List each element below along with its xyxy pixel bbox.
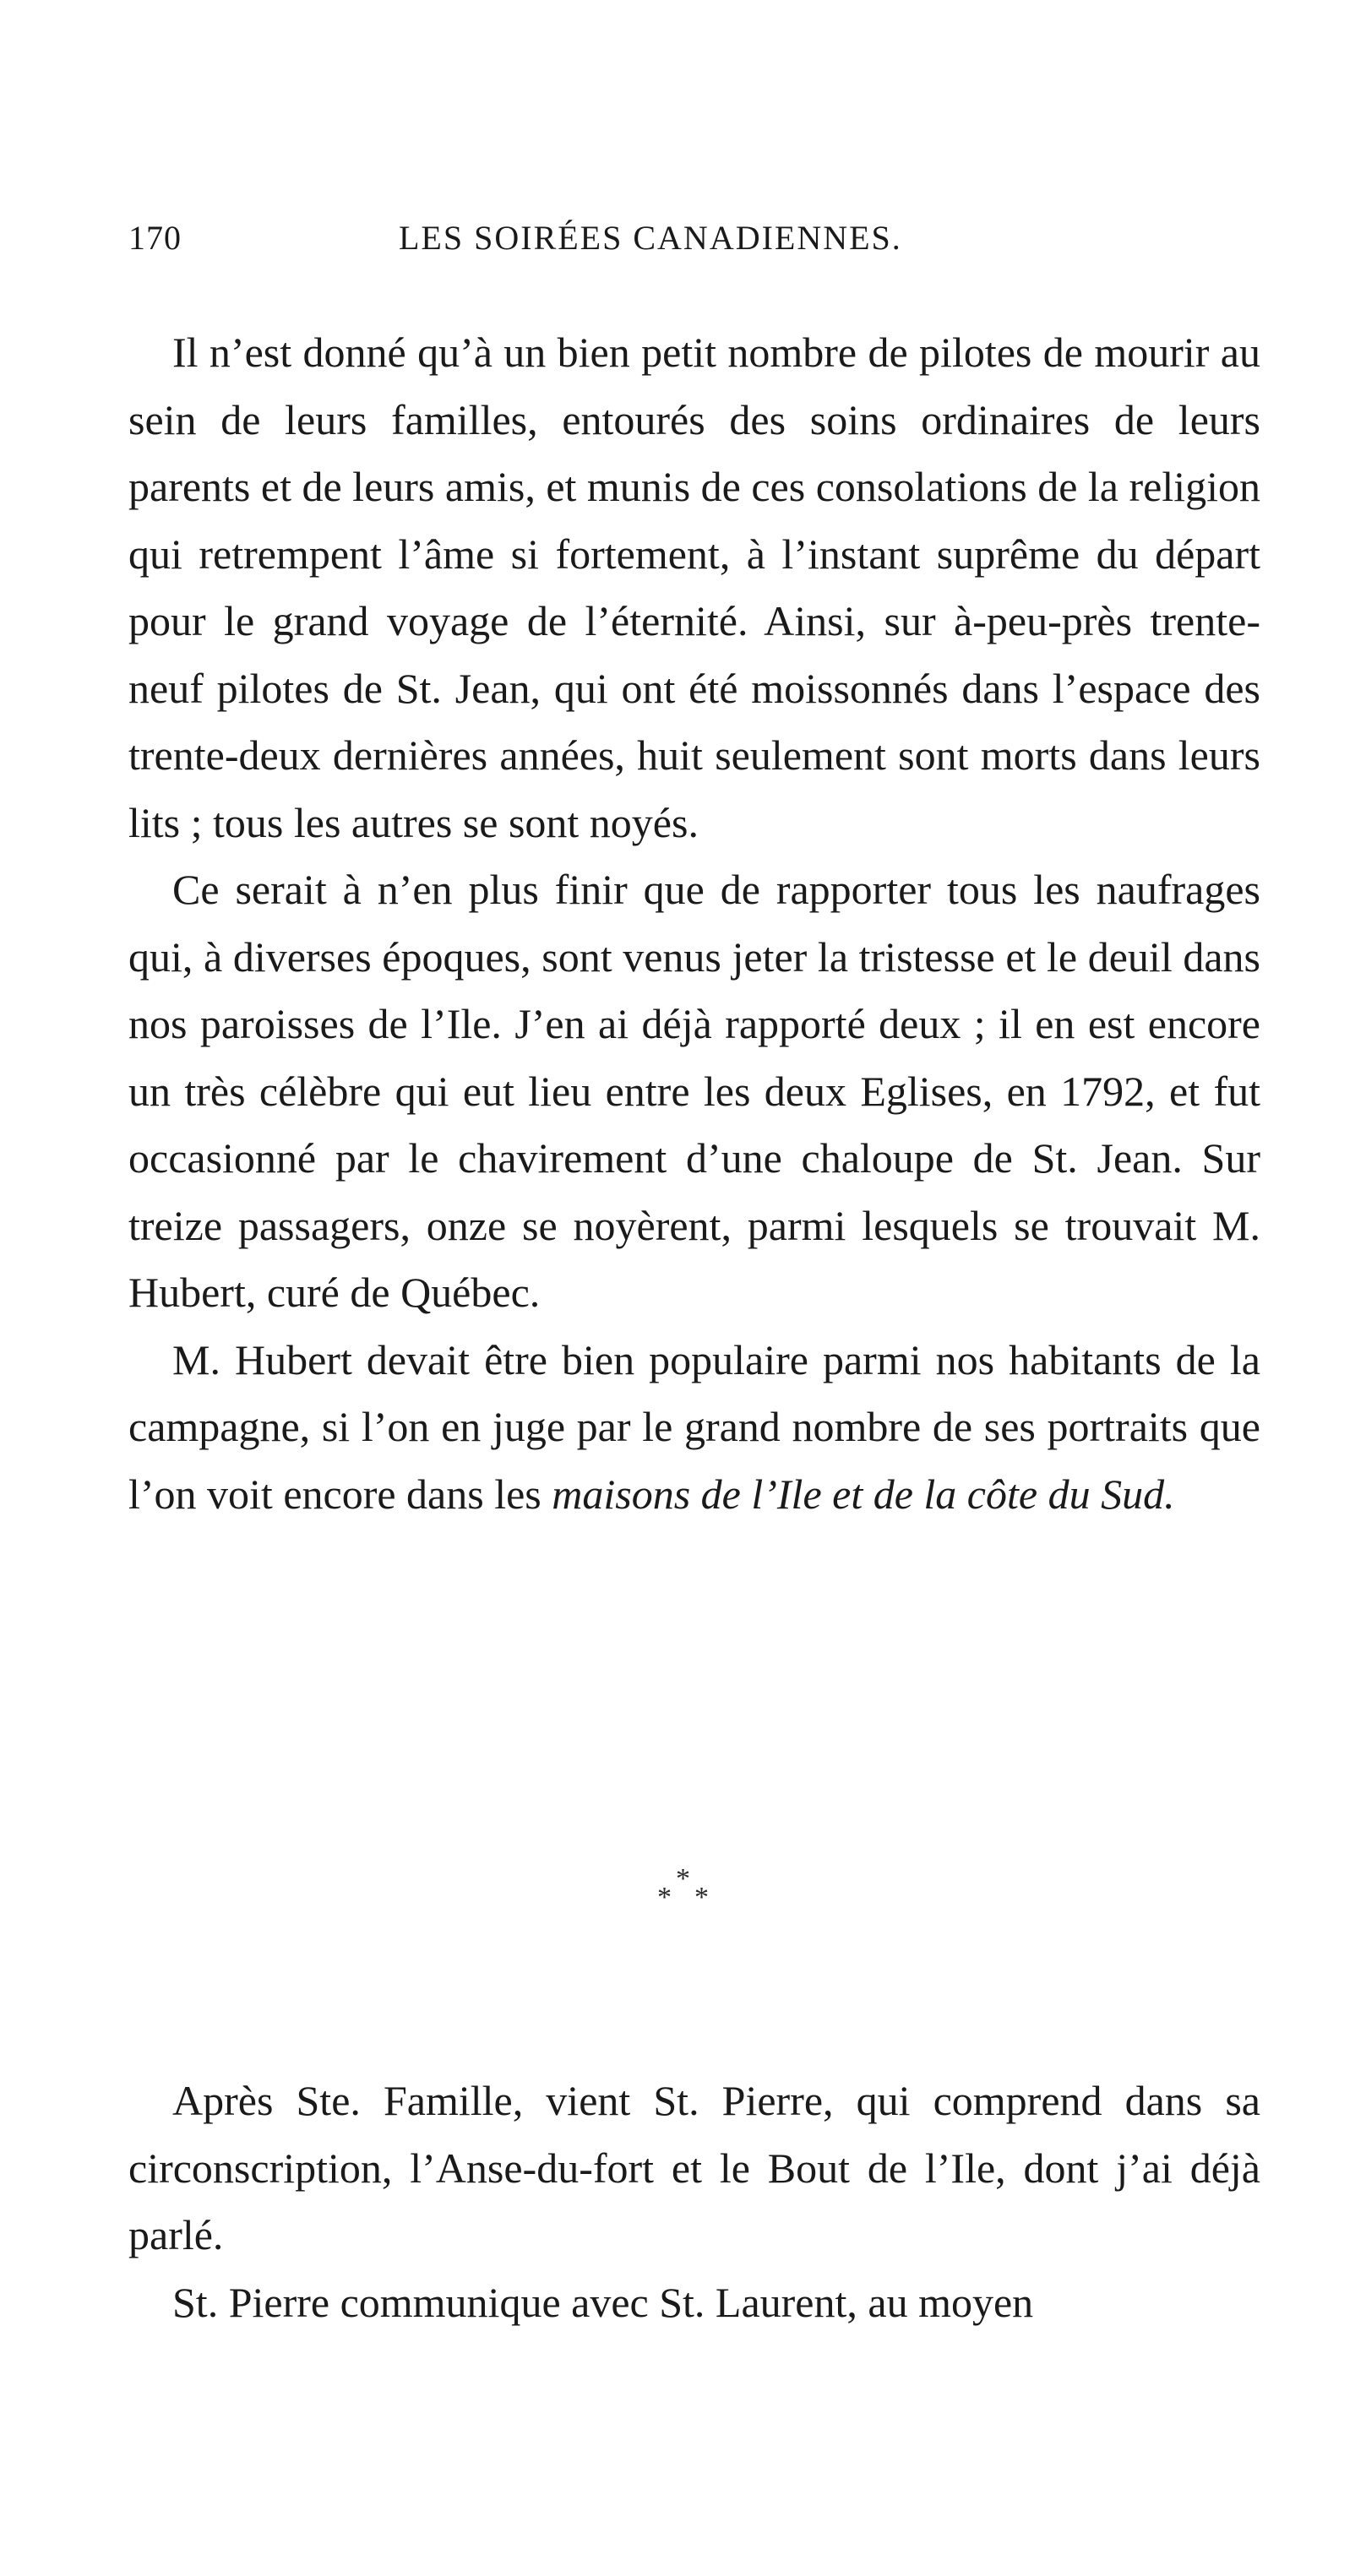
main-text-continued xyxy=(128,2068,1260,2336)
running-title: LES SOIRÉES CANADIENNES. xyxy=(399,219,902,257)
paragraph-st-laurent: St. Pierre communique avec St. Laurent, au moyen xyxy=(172,2278,1034,2326)
paragraph-st-pierre: Après Ste. Famille, vient St. Pierre, qui comprend dans sa circonscription, l’Anse-du-fort et le Bout de l’Ile, dont j’ai déjà parlé. xyxy=(128,2077,1260,2258)
ornament-star-left: * xyxy=(657,1882,672,1913)
paragraph-pilots: Il n’est donné qu’à un bien petit nombre de pilotes de mourir au sein de leurs familles, entourés des soins ordinaires de leurs parents et de leurs amis, et munis de ces consolations de la religion qui retrempent l’âme si fortement, à l’instant suprême du départ pour le grand voyage de l’éternité. Ainsi, sur à-peu-près trente-neuf pilotes de St. Jean, qui ont été moissonnés dans l’espace des trente-deux dernières années, huit seulement sont morts dans leurs lits ; tous les autres se sont noyés. xyxy=(128,329,1260,846)
ornament-star-right: * xyxy=(694,1882,709,1913)
paragraph-hubert-text: M. Hubert devait être bien populaire parmi nos habitants de la campagne, si l’on en juge par le grand nombre de ses portraits que l’on voit encore dans les xyxy=(128,1335,1260,1518)
paragraph-hubert-italic: maisons de l’Ile et de la côte du Sud. xyxy=(552,1470,1175,1518)
ornament-star-top: * xyxy=(676,1863,690,1894)
section-break-ornament xyxy=(657,1865,716,1924)
paragraph-hubert xyxy=(128,1327,1260,1529)
page-number: 170 xyxy=(128,219,182,257)
main-text xyxy=(128,319,1260,1528)
running-head xyxy=(128,218,1260,269)
paragraph-shipwrecks: Ce serait à n’en plus finir que de rapporter tous les naufrages qui, à diverses époques, sont venus jeter la tristesse et le deuil dans nos paroisses de l’Ile. J’en ai déjà rapporté deux ; il en est encore un très célèbre qui eut lieu entre les deux Eglises, en 1792, et fut occasionné par le chavirement d’une chaloupe de St. Jean. Sur treize passagers, onze se noyèrent, parmi lesquels se trouvait M. Hubert, curé de Québec. xyxy=(128,866,1260,1316)
